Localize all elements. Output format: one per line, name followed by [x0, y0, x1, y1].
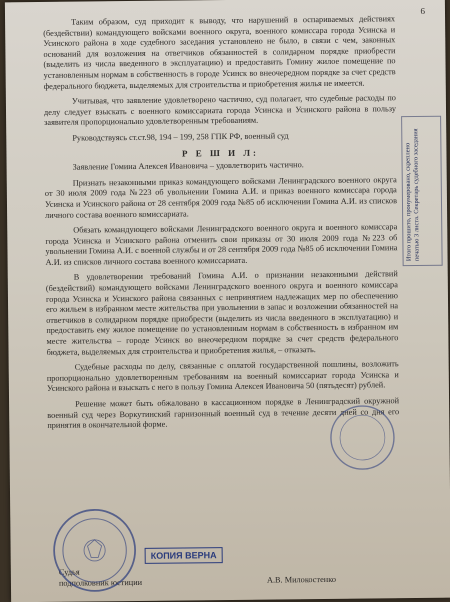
judge-name: А.В. Милокостенко: [266, 574, 336, 585]
document-body: [43, 14, 399, 436]
paragraph: Учитывая, что заявление удовлетворено частично, суд полагает, что судебные расходы по делу следует взыскать с военного комиссариата города Усинска и Усинского района в пользу заявителя пропорционально удовлетворенным требованиям.: [43, 93, 397, 128]
decision-paragraph: Обязать командующего войсками Ленинградского военного округа и военного комиссара города Усинска и Усинского района отменить свои приказы от 30 июля 2009 года №223 об увольнении Гомина А.И. с военной службы и от 28 сентября 2009 года №85 об исключении Гомина А.И. из списков личного состава военного комиссариата.: [45, 222, 398, 267]
decision-heading: Р Е Ш И Л:: [181, 147, 260, 159]
decision-paragraph: В удовлетворении требований Гомина А.И. о признании незаконными действий (бездействий) командующего войсками Ленинградского военного округа и военного комиссара города Усинска и Усинского района связанных с непринятием надлежащих мер по обеспечению его жильем в избранном месте жительства при увольнении в запас и возложении обязанностей на ответчиков в солидарном порядке приобрести (выделить из числа введенного в эксплуатацию) и предоставить ему жилое помещение по установленным нормам в собственность в избранном им месте жительства – городе Усинск во внеочередном порядке за счет средств федерального бюджета, выделяемых для строительства и приобретения жилья, – отказать.: [45, 269, 399, 357]
decision-paragraph: Решение может быть обжаловано в кассационном порядке в Ленинградский окружной военный суд через Воркутинский гарнизонный военный суд в течение десяти дней со дня его принятия в окончательной форме.: [47, 396, 400, 431]
document-page: [5, 0, 450, 602]
faint-seal-icon: [327, 402, 398, 473]
decision-paragraph: Судебные расходы по делу, связанные с оплатой государственной пошлины, возложить пропорционально удовлетворенным требованиям на военный комиссариат города Усинска и Усинского района и взыскать с него в пользу Гомина Алексея Ивановича 50 (пятьдесят) рублей.: [46, 359, 399, 394]
page-number: 6: [420, 5, 426, 16]
paragraph: Таким образом, суд приходит к выводу, что нарушений в оспариваемых действиях (бездействии) командующего войсками военного округа, военного комиссара города Усинска и Усинского района в ходе судебного заседания установлено не было, в связи с чем, законных оснований для возложения на ответчиков обязанностей в солидарном порядке приобрести (выделить из числа введенного в эксплуатацию) и предоставить Гомину жилое помещение по установленным нормам в собственность в городе Усинск во внеочередном порядке за счет средств федерального бюджета, выделяемых для строительства и приобретения жилья не имеется.: [43, 14, 396, 91]
court-seal-icon: [50, 506, 139, 595]
paragraph: Руководствуясь ст.ст.98, 194 – 199, 258 ГПК РФ, военный суд: [72, 131, 289, 143]
judge-title: Судья: [58, 567, 80, 577]
binding-stamp: Итого прошито, пронумеровано, скреплено печатью 3 листа. Секретарь судебного заседания: [401, 116, 443, 266]
copy-verified-stamp: КОПИЯ ВЕРНА: [145, 547, 223, 564]
judge-rank: подполковник юстиции: [58, 577, 143, 588]
decision-paragraph: Признать незаконными приказ командующего войсками Ленинградского военного округа от 30 июля 2009 года №223 об увольнении Гомина А.И. и приказ военного комиссара города Усинска и Усинского района от 28 сентября 2009 года №85 об исключении Гомина А.И. из списков личного состава военного комиссариата.: [44, 174, 398, 220]
decision-paragraph: Заявление Гомина Алексея Ивановича – удовлетворить частично.: [72, 160, 304, 172]
